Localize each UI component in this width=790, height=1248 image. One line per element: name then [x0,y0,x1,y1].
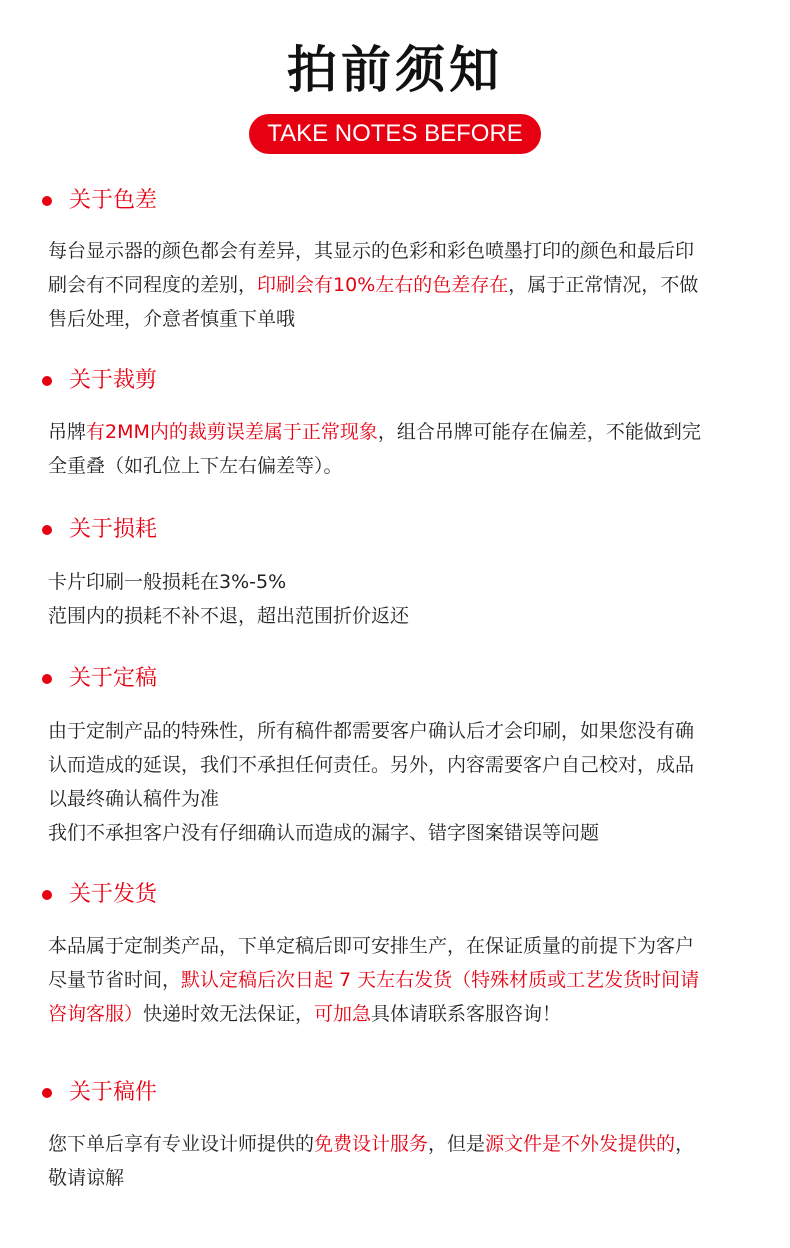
paragraph-line [48,1161,748,1195]
section-heading-text: 关于发货 [69,882,158,907]
highlighted-text: 印刷会有10%左右的色差存在 [257,274,509,296]
highlighted-text: 免费设计服务 [314,1133,429,1155]
body-text: 由于定制产品的特殊性，所有稿件都需要客户确认后才会印刷，如果您没有确 [48,720,695,742]
section-heading-text: 关于裁剪 [69,368,158,393]
body-text: 刷会有不同程度的差别， [48,274,258,296]
section-body-color-difference [48,234,748,336]
paragraph-line [48,997,748,1031]
paragraph-line [48,714,748,748]
section-heading-wastage [42,513,157,547]
body-text: ，属于正常情况，不做 [508,274,699,296]
body-text: 以最终确认稿件为准 [48,788,220,810]
body-text: ，组合吊牌可能存在偏差，不能做到完 [377,421,701,443]
bullet-dot-icon [42,196,52,206]
body-text: 尽量节省时间， [48,969,182,991]
body-text: 认而造成的延误，我们不承担任何责任。另外，内容需要客户自己校对，成品 [48,754,695,776]
body-text: 每台显示器的颜色都会有差异，其显示的色彩和彩色喷墨打印的颜色和最后印 [48,240,695,262]
bullet-dot-icon [42,1088,52,1098]
paragraph-line [48,415,748,449]
paragraph-line [48,268,748,302]
body-text: 具体请联系客服咨询！ [371,1003,562,1025]
paragraph-line [48,748,748,782]
section-heading-text: 关于色差 [69,188,158,213]
body-text: 售后处理，介意者慎重下单哦 [48,308,296,330]
highlighted-text: 有2MM内的裁剪误差属于正常现象 [86,421,378,443]
page-title: 拍前须知 [287,41,503,99]
paragraph-line [48,302,748,336]
section-body-design-files [48,1127,748,1195]
section-heading-cutting [42,364,157,398]
body-text: 范围内的损耗不补不退，超出范围折价返还 [48,605,410,627]
paragraph-line [48,449,748,483]
body-text: 卡片印刷一般损耗在3%-5% [48,571,287,593]
paragraph-line [48,234,748,268]
body-text: ， [675,1133,695,1155]
highlighted-text: 源文件是不外发提供的 [485,1133,676,1155]
body-text: 敬请谅解 [48,1167,125,1189]
paragraph-line [48,816,748,850]
paragraph-line [48,565,748,599]
body-text: 快递时效无法保证， [143,1003,315,1025]
section-body-cutting [48,415,748,483]
subtitle-badge: TAKE NOTES BEFORE [249,114,541,154]
body-text: 全重叠（如孔位上下左右偏差等）。 [48,455,343,477]
paragraph-line [48,929,748,963]
section-heading-text: 关于损耗 [69,517,158,542]
section-heading-shipping [42,878,157,912]
section-heading-color-difference [42,184,157,218]
paragraph-line [48,963,748,997]
section-heading-design-files [42,1076,157,1110]
section-heading-final-draft [42,662,157,696]
bullet-dot-icon [42,525,52,535]
section-body-shipping [48,929,748,1031]
bullet-dot-icon [42,376,52,386]
bullet-dot-icon [42,674,52,684]
section-body-final-draft [48,714,748,850]
paragraph-line [48,1127,748,1161]
section-heading-text: 关于定稿 [69,666,158,691]
body-text: ，但是 [428,1133,486,1155]
paragraph-line [48,599,748,633]
body-text: 您下单后享有专业设计师提供的 [48,1133,315,1155]
bullet-dot-icon [42,890,52,900]
section-heading-text: 关于稿件 [69,1080,158,1105]
body-text: 我们不承担客户没有仔细确认而造成的漏字、错字图案错误等问题 [48,822,600,844]
highlighted-text: 咨询客服） [48,1003,144,1025]
highlighted-text: 默认定稿后次日起 7 天左右发货（特殊材质或工艺发货时间请 [181,969,700,991]
paragraph-line [48,782,748,816]
body-text: 本品属于定制类产品，下单定稿后即可安排生产，在保证质量的前提下为客户 [48,935,695,957]
body-text: 吊牌 [48,421,87,443]
section-body-wastage [48,565,748,633]
highlighted-text: 可加急 [314,1003,372,1025]
